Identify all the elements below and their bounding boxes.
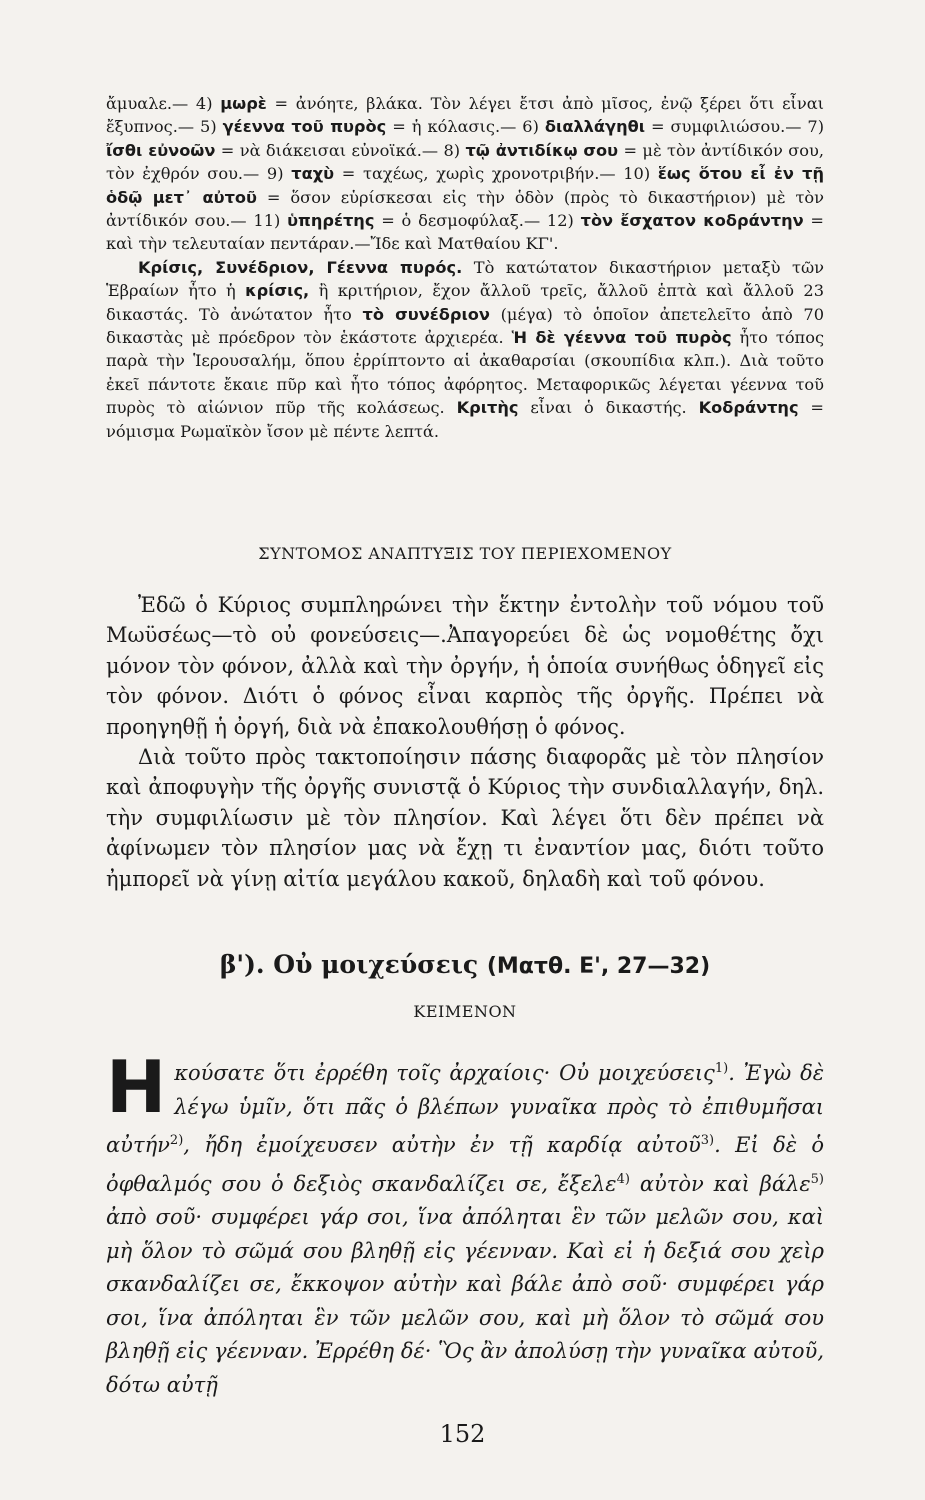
notes-p1-run: = μὲ τὸν ἀντίδικόν σου, τὸν ἐχθρόν σου.— 9) (106, 140, 824, 184)
notes-p1-run: = ταχέως, χωρὶς χρονοτριβήν.— 10) (334, 164, 658, 184)
scripture-run: 5) (810, 1171, 824, 1187)
text-heading: ΚΕΙΜΕΝΟΝ (413, 1002, 517, 1021)
notes-p2-run: ἢ κριτήριον, ἔχον ἄλλοῦ τρεῖς, ἄλλοῦ ἑπτὰ καὶ ἄλλοῦ 23 δικαστάς. Τὸ ἀνώτατον ἦτο (106, 281, 824, 324)
notes-p1-run: = ὁ δεσμοφύλαξ.— 12) (374, 211, 581, 231)
notes-p2-run: = νόμισμα Ρωμαϊκὸν ἴσον μὲ πέντε λεπτά. (106, 398, 824, 441)
summary-heading: ΣΥΝΤΟΜΟΣ ΑΝΑΠΤΥΞΙΣ ΤΟΥ ΠΕΡΙΕΧΟΜΕΝΟΥ (258, 544, 672, 563)
notes-p2-run: κρίσις, (245, 281, 310, 301)
drop-cap: Η (106, 1045, 167, 1129)
section-title-refs: (Ματθ. Ε', 27—32) (486, 954, 711, 979)
scripture-run: , ἤδη ἐμοίχευσεν αὐτὴν ἐν τῇ καρδίᾳ αὐτοῦ (183, 1133, 701, 1157)
notes-p1-run: ὑπηρέτης (287, 211, 375, 231)
notes-p2-run: Τὸ κατώτατον δικαστήριον μεταξὺ τῶν Ἑβραίων ἦτο ἡ (106, 257, 824, 301)
notes-p1-run: ἄμυαλε.— 4) (106, 94, 221, 113)
scripture-run: κούσατε ὅτι ἐρρέθη τοῖς ἀρχαίοις· Οὐ μοιχεύσεις (174, 1061, 715, 1085)
summary-block (106, 590, 824, 894)
scripture-run: αὐτὸν καὶ βάλε (629, 1171, 811, 1196)
scripture-run: . Εἰ δὲ ὁ ὀφθαλμός σου ὁ δεξιὸς σκανδαλίζει σε, ἔξελε (106, 1133, 824, 1196)
notes-p1-run: = καὶ τὴν τελευταίαν πεντάραν.—Ἴδε καὶ Ματθαίου ΚΓ'. (106, 211, 825, 254)
notes-p1-run: = νὰ διάκεισαι εὐνοϊκά.— 8) (215, 140, 466, 160)
scripture-run: 3) (700, 1133, 715, 1148)
summary-paragraph-1: Ἐδῶ ὁ Κύριος συμπληρώνει τὴν ἕκτην ἐντολὴν τοῦ νόμου τοῦ Μωϋσέως—τὸ οὐ φονεύσεις—.Ἀπαγορεύει δὲ ὡς νομοθέτης ὄχι μόνον τὸν φόνον, ἀλλὰ καὶ τὴν ὀργήν, ἡ ὁποία συνήθως ὁδηγεῖ εἰς τὸν φόνον. Διότι ὁ φόνος εἶναι καρπὸς τῆς ὀργῆς. Πρέπει νὰ προηγηθῇ ἡ ὀργή, διὰ νὰ ἐπακολουθήσῃ ὁ φόνος. (106, 593, 824, 739)
scripture-body (106, 1061, 824, 1397)
notes-p2-run: Ἡ δὲ γέεννα τοῦ πυρὸς (511, 328, 732, 348)
scripture-run: 4) (616, 1171, 630, 1187)
notes-p2-run: (μέγα) τὸ ὁποῖον ἀπετελεῖτο ἀπὸ 70 δικαστὰς μὲ πρόεδρον τὸν ἑκάστοτε ἀρχιερέα. (106, 304, 825, 348)
scripture-run: 1) (714, 1061, 729, 1076)
notes-p1-run: ἴσθι εὐνοῶν (106, 140, 216, 160)
notes-p2-run: Κρίσις, Συνέδριον, Γέεννα πυρός. (138, 257, 463, 277)
notes-p1-run: τῷ ἀντιδίκῳ σου (465, 140, 619, 160)
scripture-run: 2) (169, 1133, 184, 1148)
notes-p1-run: μωρὲ (220, 94, 267, 113)
notes-p2-run: Κοδράντης (698, 398, 799, 418)
notes-p2-run: τὸ συνέδριον (362, 304, 490, 324)
section-title (106, 950, 824, 979)
scripture-run: . Ἐγὼ δὲ λέγω ὑμῖν, ὅτι πᾶς ὁ βλέπων γυναῖκα πρὸς τὸ ἐπιθυμῆσαι αὐτήν (106, 1061, 825, 1157)
section-title-main: β'). Οὐ μοιχεύσεις (219, 950, 479, 979)
notes-p2-run: ἦτο τόπος παρὰ τὴν Ἱερουσαλήμ, ὅπου ἐρρίπτοντο αἱ ἀκαθαρσίαι (σκουπίδια κλπ.). Διὰ τοῦτο ἐκεῖ πάντοτε ἔκαιε πῦρ καὶ ἦτο τόπος ἀφόρητος. Μεταφορικῶς λέγεται γέεννα τοῦ πυρὸς τὸ αἰώνιον πῦρ τῆς κολάσεως. (106, 328, 825, 418)
notes-p1-run: ταχὺ (291, 164, 335, 184)
notes-p1-run: τὸν ἔσχατον κοδράντην (580, 211, 804, 231)
summary-paragraph-2: Διὰ τοῦτο πρὸς τακτοποίησιν πάσης διαφορᾶς μὲ τὸν πλησίον καὶ ἀποφυγὴν τῆς ὀργῆς συνιστᾷ ὁ Κύριος τὴν συνδιαλλαγήν, δηλ. τὴν συμφιλίωσιν μὲ τὸν πλησίον. Καὶ λέγει ὅτι δὲν πρέπει νὰ ἀφίνωμεν τὸν πλησίον μας νὰ ἔχῃ τι ἐναντίον μας, διότι τοῦτο ἠμπορεῖ νὰ γίνῃ αἰτία μεγάλου κακοῦ, δηλαδὴ καὶ τοῦ φόνου. (106, 745, 824, 891)
notes-p1-run: = ἀνόητε, βλάκα. Τὸν λέγει ἔτσι ἀπὸ μῖσος, ἐνῷ ξέρει ὅτι εἶναι ἔξυπνος.— 5) (106, 94, 825, 137)
notes-p1-run: ἕως ὅτου εἶ ἐν τῇ ὁδῷ μετ᾽ αὐτοῦ (106, 164, 824, 207)
notes-p1-run: διαλλάγηθι (544, 117, 646, 137)
notes-paragraph-2 (106, 256, 824, 443)
notes-p2-run: εἶναι ὁ δικαστής. (518, 398, 699, 418)
scripture-run: ἀπὸ σοῦ· συμφέρει γάρ σοι, ἵνα ἀπόληται ἓν τῶν μελῶν σου, καὶ μὴ ὅλον τὸ σῶμά σου βληθῇ εἰς γέενναν. Καὶ εἰ ἡ δεξιά σου χεὶρ σκανδαλίζει σε, ἔκκοψον αὐτὴν καὶ βάλε ἀπὸ σοῦ· συμφέρει γάρ σοι, ἵνα ἀπόληται ἓν τῶν μελῶν σου, καὶ μὴ ὅλον τὸ σῶμά σου βληθῇ εἰς γέενναν. Ἐρρέθη δέ· Ὃς ἂν ἀπολύσῃ τὴν γυναῖκα αὐτοῦ, δότω αὐτῇ (106, 1205, 824, 1397)
scripture-text (106, 1045, 825, 1402)
page-number: 152 (439, 1420, 486, 1448)
notes-p1-run: = συμφιλιώσου.— 7) (645, 117, 825, 137)
notes-p1-run: γέεννα τοῦ πυρὸς (222, 117, 387, 137)
footnotes-block (106, 92, 824, 443)
notes-p2-run: Κριτὴς (456, 398, 519, 418)
notes-paragraph-1 (106, 92, 824, 256)
notes-p1-run: = ἡ κόλασις.— 6) (386, 117, 545, 137)
notes-p1-run: = ὅσον εὑρίσκεσαι εἰς τὴν ὁδὸν (πρὸς τὸ δικαστήριον) μὲ τὸν ἀντίδικόν σου.— 11) (106, 187, 824, 231)
